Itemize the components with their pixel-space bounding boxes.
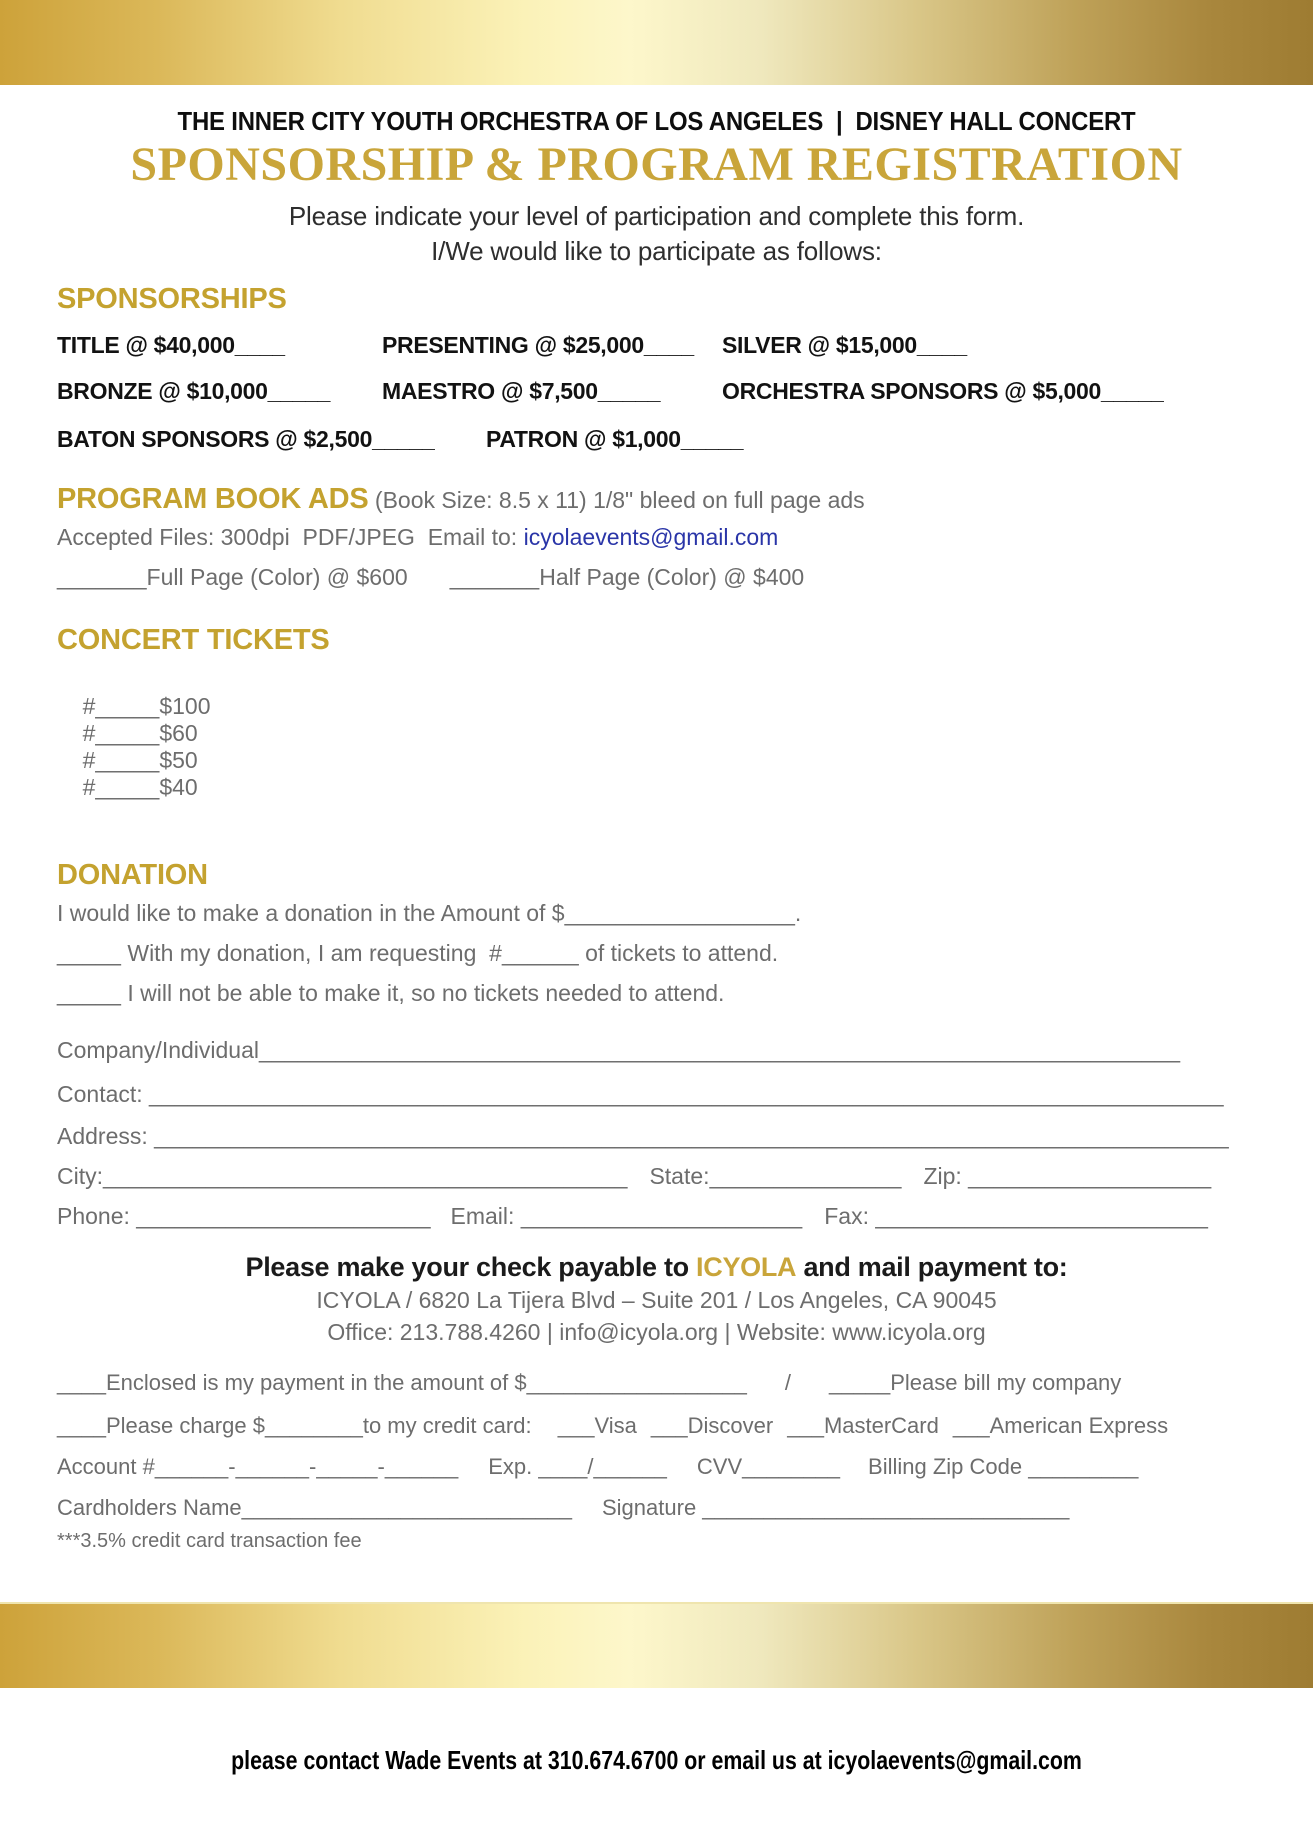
fax-label: Fax: bbox=[824, 1202, 876, 1229]
ticket-50-blank[interactable]: _____ bbox=[95, 746, 160, 773]
address-field bbox=[57, 1123, 1256, 1150]
donation-attend-check-blank[interactable]: _____ bbox=[57, 939, 121, 966]
sponsorship-orchestra-label: ORCHESTRA SPONSORS @ $5,000 bbox=[722, 377, 1102, 404]
check-payable-line bbox=[57, 1252, 1256, 1283]
sponsorship-baton-blank[interactable]: _____ bbox=[372, 425, 435, 452]
page-ad-options-line bbox=[57, 564, 1256, 591]
ticket-100 bbox=[83, 693, 211, 719]
sponsorship-baton-label: BATON SPONSORS @ $2,500 bbox=[57, 425, 373, 452]
exp-slash: / bbox=[587, 1453, 594, 1479]
contact-blank[interactable]: ____________________________________________________________________________________ bbox=[149, 1080, 1224, 1107]
contact-label: Contact: bbox=[57, 1080, 150, 1107]
sponsorship-silver bbox=[722, 332, 1256, 359]
account-label: Account # bbox=[57, 1453, 155, 1479]
address-blank[interactable]: ____________________________________________________________________________________ bbox=[154, 1122, 1229, 1149]
phone-email-fax-row bbox=[57, 1203, 1256, 1230]
program-ads-heading-note: (Book Size: 8.5 x 11) 1/8" bleed on full page ads bbox=[368, 486, 865, 513]
donation-attend-num-blank[interactable]: ______ bbox=[501, 939, 579, 966]
ticket-40 bbox=[83, 774, 198, 800]
company-blank[interactable]: ________________________________________________________________________ bbox=[259, 1036, 1181, 1063]
account-number-blank[interactable]: ______-______-_____-______ bbox=[154, 1453, 459, 1479]
sponsorship-baton bbox=[57, 426, 486, 453]
state-blank[interactable]: _______________ bbox=[709, 1162, 902, 1189]
card-mastercard-blank[interactable]: ___ bbox=[787, 1412, 824, 1438]
donation-decline-check-blank[interactable]: _____ bbox=[57, 979, 121, 1006]
ticket-40-blank[interactable]: _____ bbox=[95, 773, 160, 800]
gold-bar-top bbox=[0, 0, 1313, 85]
charge-post-label: to my credit card: bbox=[362, 1412, 544, 1438]
accepted-files-line bbox=[57, 524, 1256, 551]
sponsorship-patron-label: PATRON @ $1,000 bbox=[486, 425, 681, 452]
payment-account-line bbox=[57, 1454, 1256, 1480]
intro-text bbox=[57, 199, 1256, 269]
sponsorships-heading: SPONSORSHIPS bbox=[57, 282, 287, 315]
check-payable-pre: Please make your check payable to bbox=[245, 1251, 697, 1282]
card-visa-blank[interactable]: ___ bbox=[557, 1412, 595, 1438]
ticket-100-price: $100 bbox=[159, 692, 211, 719]
city-label: City: bbox=[57, 1162, 103, 1189]
cardholder-name-blank[interactable]: ___________________________ bbox=[241, 1494, 572, 1520]
gold-bar-bottom bbox=[0, 1602, 1313, 1688]
full-page-label: Full Page (Color) @ $600 bbox=[146, 563, 408, 590]
card-visa-label: Visa bbox=[594, 1412, 637, 1438]
sponsorship-silver-label: SILVER @ $15,000 bbox=[722, 331, 917, 358]
cvv-blank[interactable]: ________ bbox=[742, 1453, 841, 1479]
ticket-60-blank[interactable]: _____ bbox=[95, 719, 160, 746]
ticket-50-price: $50 bbox=[159, 746, 198, 773]
donation-attend-post: of tickets to attend. bbox=[578, 939, 779, 966]
sponsorship-bronze-blank[interactable]: _____ bbox=[267, 377, 331, 404]
card-discover-label: Discover bbox=[687, 1412, 774, 1438]
sponsorship-row-1 bbox=[57, 332, 1256, 359]
sponsorship-orchestra-blank[interactable]: _____ bbox=[1101, 377, 1164, 404]
half-page-blank[interactable]: _______ bbox=[449, 563, 540, 590]
email-blank[interactable]: ______________________ bbox=[520, 1202, 803, 1229]
card-mastercard-label: MasterCard bbox=[823, 1412, 939, 1438]
signature-blank[interactable]: ______________________________ bbox=[702, 1494, 1070, 1520]
payment-enclosed-line bbox=[57, 1370, 1256, 1396]
cvv-label: CVV bbox=[696, 1453, 743, 1479]
sponsorship-row-2 bbox=[57, 378, 1256, 405]
billing-zip-label: Billing Zip Code bbox=[868, 1453, 1029, 1479]
accepted-files-label: Accepted Files: 300dpi PDF/JPEG Email to: bbox=[57, 523, 524, 550]
sponsorship-patron bbox=[486, 426, 1256, 453]
exp-label: Exp. bbox=[488, 1453, 539, 1479]
header-line: THE INNER CITY YOUTH ORCHESTRA OF LOS ANGELES | DISNEY HALL CONCERT bbox=[177, 106, 1136, 136]
ticket-100-blank[interactable]: _____ bbox=[95, 692, 160, 719]
ticket-100-hash: # bbox=[82, 692, 96, 719]
donation-decline-label: I will not be able to make it, so no tickets needed to attend. bbox=[120, 979, 725, 1006]
sponsorship-bronze bbox=[57, 378, 382, 405]
sponsorship-orchestra bbox=[722, 378, 1256, 405]
ticket-options-line bbox=[57, 666, 1256, 828]
donation-amount-line bbox=[57, 900, 1256, 927]
donation-amount-period: . bbox=[794, 899, 802, 926]
charge-label: Please charge $ bbox=[105, 1412, 265, 1438]
check-payable-post: and mail payment to: bbox=[796, 1251, 1068, 1282]
footer-line-2: please contact Wade Events at 310.674.6700 or email us at icyolaevents@gmail.com bbox=[231, 1744, 1082, 1775]
card-amex bbox=[953, 1413, 1168, 1438]
ticket-50-hash: # bbox=[82, 746, 96, 773]
charge-amount-blank[interactable]: ________ bbox=[264, 1412, 363, 1438]
exp-year-blank[interactable]: ______ bbox=[593, 1453, 667, 1479]
company-field bbox=[57, 1037, 1256, 1064]
ticket-60-price: $60 bbox=[159, 719, 198, 746]
sponsorship-silver-blank[interactable]: ____ bbox=[916, 331, 967, 358]
sponsorship-patron-blank[interactable]: _____ bbox=[680, 425, 744, 452]
card-amex-label: American Express bbox=[989, 1412, 1169, 1438]
donation-amount-blank[interactable]: __________________ bbox=[564, 899, 795, 926]
concert-tickets-heading: CONCERT TICKETS bbox=[57, 623, 330, 656]
form-body bbox=[0, 106, 1313, 1845]
enclosed-slash: / bbox=[784, 1369, 791, 1395]
sponsorship-title bbox=[57, 332, 382, 359]
mailing-address-line: ICYOLA / 6820 La Tijera Blvd – Suite 201 / Los Angeles, CA 90045 bbox=[316, 1286, 997, 1313]
donation-heading: DONATION bbox=[57, 858, 208, 891]
ticket-60 bbox=[83, 720, 198, 746]
bill-company-label: Please bill my company bbox=[890, 1369, 1122, 1395]
address-label: Address: bbox=[57, 1122, 155, 1149]
ads-email-link[interactable]: icyolaevents@gmail.com bbox=[523, 523, 779, 550]
org-name: ICYOLA bbox=[696, 1251, 797, 1282]
card-discover-blank[interactable]: ___ bbox=[650, 1412, 688, 1438]
cardholder-signature-row bbox=[57, 1495, 1256, 1521]
page-title: SPONSORSHIP & PROGRAM REGISTRATION bbox=[130, 138, 1183, 191]
intro-line-1: Please indicate your level of participation and complete this form. bbox=[288, 200, 1025, 231]
fax-blank[interactable]: __________________________ bbox=[875, 1202, 1208, 1229]
office-contact-line: Office: 213.788.4260 | info@icyola.org | Website: www.icyola.org bbox=[327, 1318, 986, 1345]
sponsorship-presenting-blank[interactable]: ____ bbox=[643, 331, 694, 358]
half-page-label: Half Page (Color) @ $400 bbox=[539, 563, 805, 590]
intro-line-2: I/We would like to participate as follows: bbox=[431, 235, 882, 266]
donation-amount-label: I would like to make a donation in the Amount of $ bbox=[57, 899, 565, 926]
phone-blank[interactable]: _______________________ bbox=[136, 1202, 431, 1229]
zip-blank[interactable]: ___________________ bbox=[968, 1162, 1212, 1189]
ticket-40-hash: # bbox=[82, 773, 96, 800]
exp-month-blank[interactable]: ____ bbox=[538, 1453, 588, 1479]
phone-label: Phone: bbox=[57, 1202, 137, 1229]
sponsorship-presenting bbox=[382, 332, 722, 359]
ticket-40-price: $40 bbox=[159, 773, 198, 800]
city-blank[interactable]: _________________________________________ bbox=[103, 1162, 628, 1189]
sponsorship-row-3 bbox=[57, 426, 1256, 453]
full-page-blank[interactable]: _______ bbox=[57, 563, 147, 590]
sponsorship-title-blank[interactable]: ____ bbox=[234, 331, 285, 358]
sponsorship-bronze-label: BRONZE @ $10,000 bbox=[57, 377, 268, 404]
email-label: Email: bbox=[450, 1202, 521, 1229]
payment-charge-line bbox=[57, 1413, 1256, 1439]
bill-company-blank[interactable]: _____ bbox=[829, 1369, 891, 1395]
program-ads-heading bbox=[57, 483, 1256, 516]
sponsorship-title-label: TITLE @ $40,000 bbox=[57, 331, 235, 358]
donation-attend-label: With my donation, I am requesting # bbox=[120, 939, 502, 966]
charge-check-blank[interactable]: ____ bbox=[57, 1412, 106, 1438]
donation-attend-line bbox=[57, 940, 1256, 967]
card-visa bbox=[558, 1413, 637, 1438]
donation-decline-line bbox=[57, 980, 1256, 1007]
enclosed-check-blank[interactable]: ____ bbox=[57, 1369, 106, 1395]
program-ads-heading-text: PROGRAM BOOK ADS bbox=[57, 482, 369, 515]
ticket-60-hash: # bbox=[82, 719, 96, 746]
company-label: Company/Individual bbox=[57, 1036, 260, 1063]
state-label: State: bbox=[649, 1162, 710, 1189]
sponsorship-maestro-blank[interactable]: _____ bbox=[597, 377, 661, 404]
enclosed-amount-blank[interactable]: __________________ bbox=[526, 1369, 747, 1395]
zip-label: Zip: bbox=[923, 1162, 969, 1189]
billing-zip-blank[interactable]: _________ bbox=[1028, 1453, 1139, 1479]
ticket-50 bbox=[83, 747, 198, 773]
transaction-fee-note: ***3.5% credit card transaction fee bbox=[57, 1529, 362, 1552]
sponsorship-presenting-label: PRESENTING @ $25,000 bbox=[382, 331, 644, 358]
contact-field bbox=[57, 1081, 1256, 1108]
cardholder-name-label: Cardholders Name bbox=[57, 1494, 242, 1520]
enclosed-label: Enclosed is my payment in the amount of $ bbox=[105, 1369, 527, 1395]
card-discover bbox=[651, 1413, 773, 1438]
sponsorship-maestro-label: MAESTRO @ $7,500 bbox=[382, 377, 598, 404]
card-amex-blank[interactable]: ___ bbox=[952, 1412, 990, 1438]
sponsorship-maestro bbox=[382, 378, 722, 405]
city-state-zip-row bbox=[57, 1163, 1256, 1190]
signature-label: Signature bbox=[602, 1494, 703, 1520]
card-mastercard bbox=[787, 1413, 939, 1438]
